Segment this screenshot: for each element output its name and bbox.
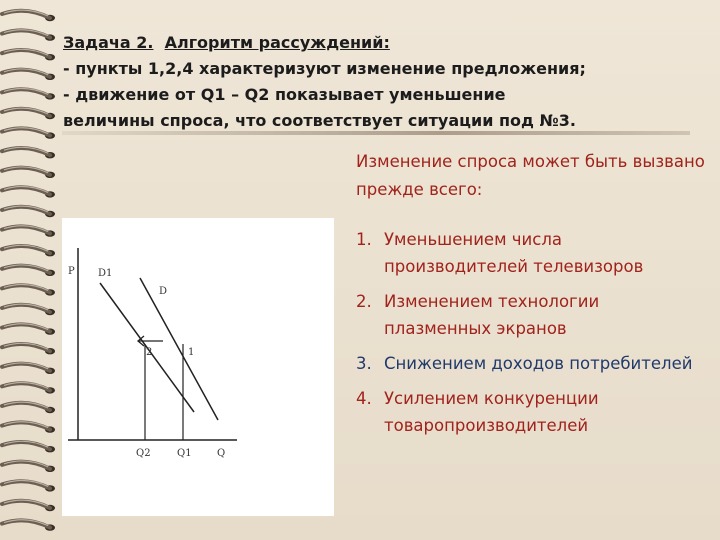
option-number: 1. (356, 230, 372, 249)
q1-label: Q1 (177, 448, 192, 459)
d-label: D (159, 286, 168, 297)
solution-line-3: величины спроса, что соответствует ситуации под №3. (63, 111, 576, 130)
question-intro: Изменение спроса может быть вызвано прежде всего: (356, 152, 705, 199)
option-text: Изменением технологии плазменных экранов (384, 292, 600, 338)
question-panel (356, 148, 706, 447)
demand-graph (62, 218, 334, 516)
q-axis-label: Q (217, 448, 226, 459)
answer-option-2 (356, 288, 706, 342)
d1-label: D1 (98, 268, 113, 279)
option-text: Усилением конкуренции товаропроизводителей (384, 389, 599, 435)
task-label: Задача 2. (63, 33, 154, 52)
demand-graph-svg (62, 218, 334, 516)
algorithm-title: Алгоритм рассуждений: (164, 33, 390, 52)
point-2-label: 2 (146, 347, 153, 358)
solution-line-1: - пункты 1,2,4 характеризуют изменение предложения; (63, 59, 586, 78)
answer-option-3 (356, 350, 706, 377)
option-number: 3. (356, 354, 372, 373)
spiral-binding (0, 0, 62, 540)
option-text: Уменьшением числа производителей телевизоров (384, 230, 644, 276)
answer-options (356, 226, 706, 439)
header-divider (62, 131, 690, 135)
p-axis-label: P (68, 266, 75, 277)
solution-line-2: - движение от Q1 – Q2 показывает уменьшение (63, 85, 506, 104)
task-title-line (63, 30, 693, 56)
option-text: Снижением доходов потребителей (384, 354, 693, 373)
q2-label: Q2 (136, 448, 151, 459)
option-number: 4. (356, 389, 372, 408)
solution-header (63, 30, 693, 134)
answer-option-4 (356, 385, 706, 439)
answer-option-1 (356, 226, 706, 280)
option-number: 2. (356, 292, 372, 311)
point-1-label: 1 (188, 347, 195, 358)
